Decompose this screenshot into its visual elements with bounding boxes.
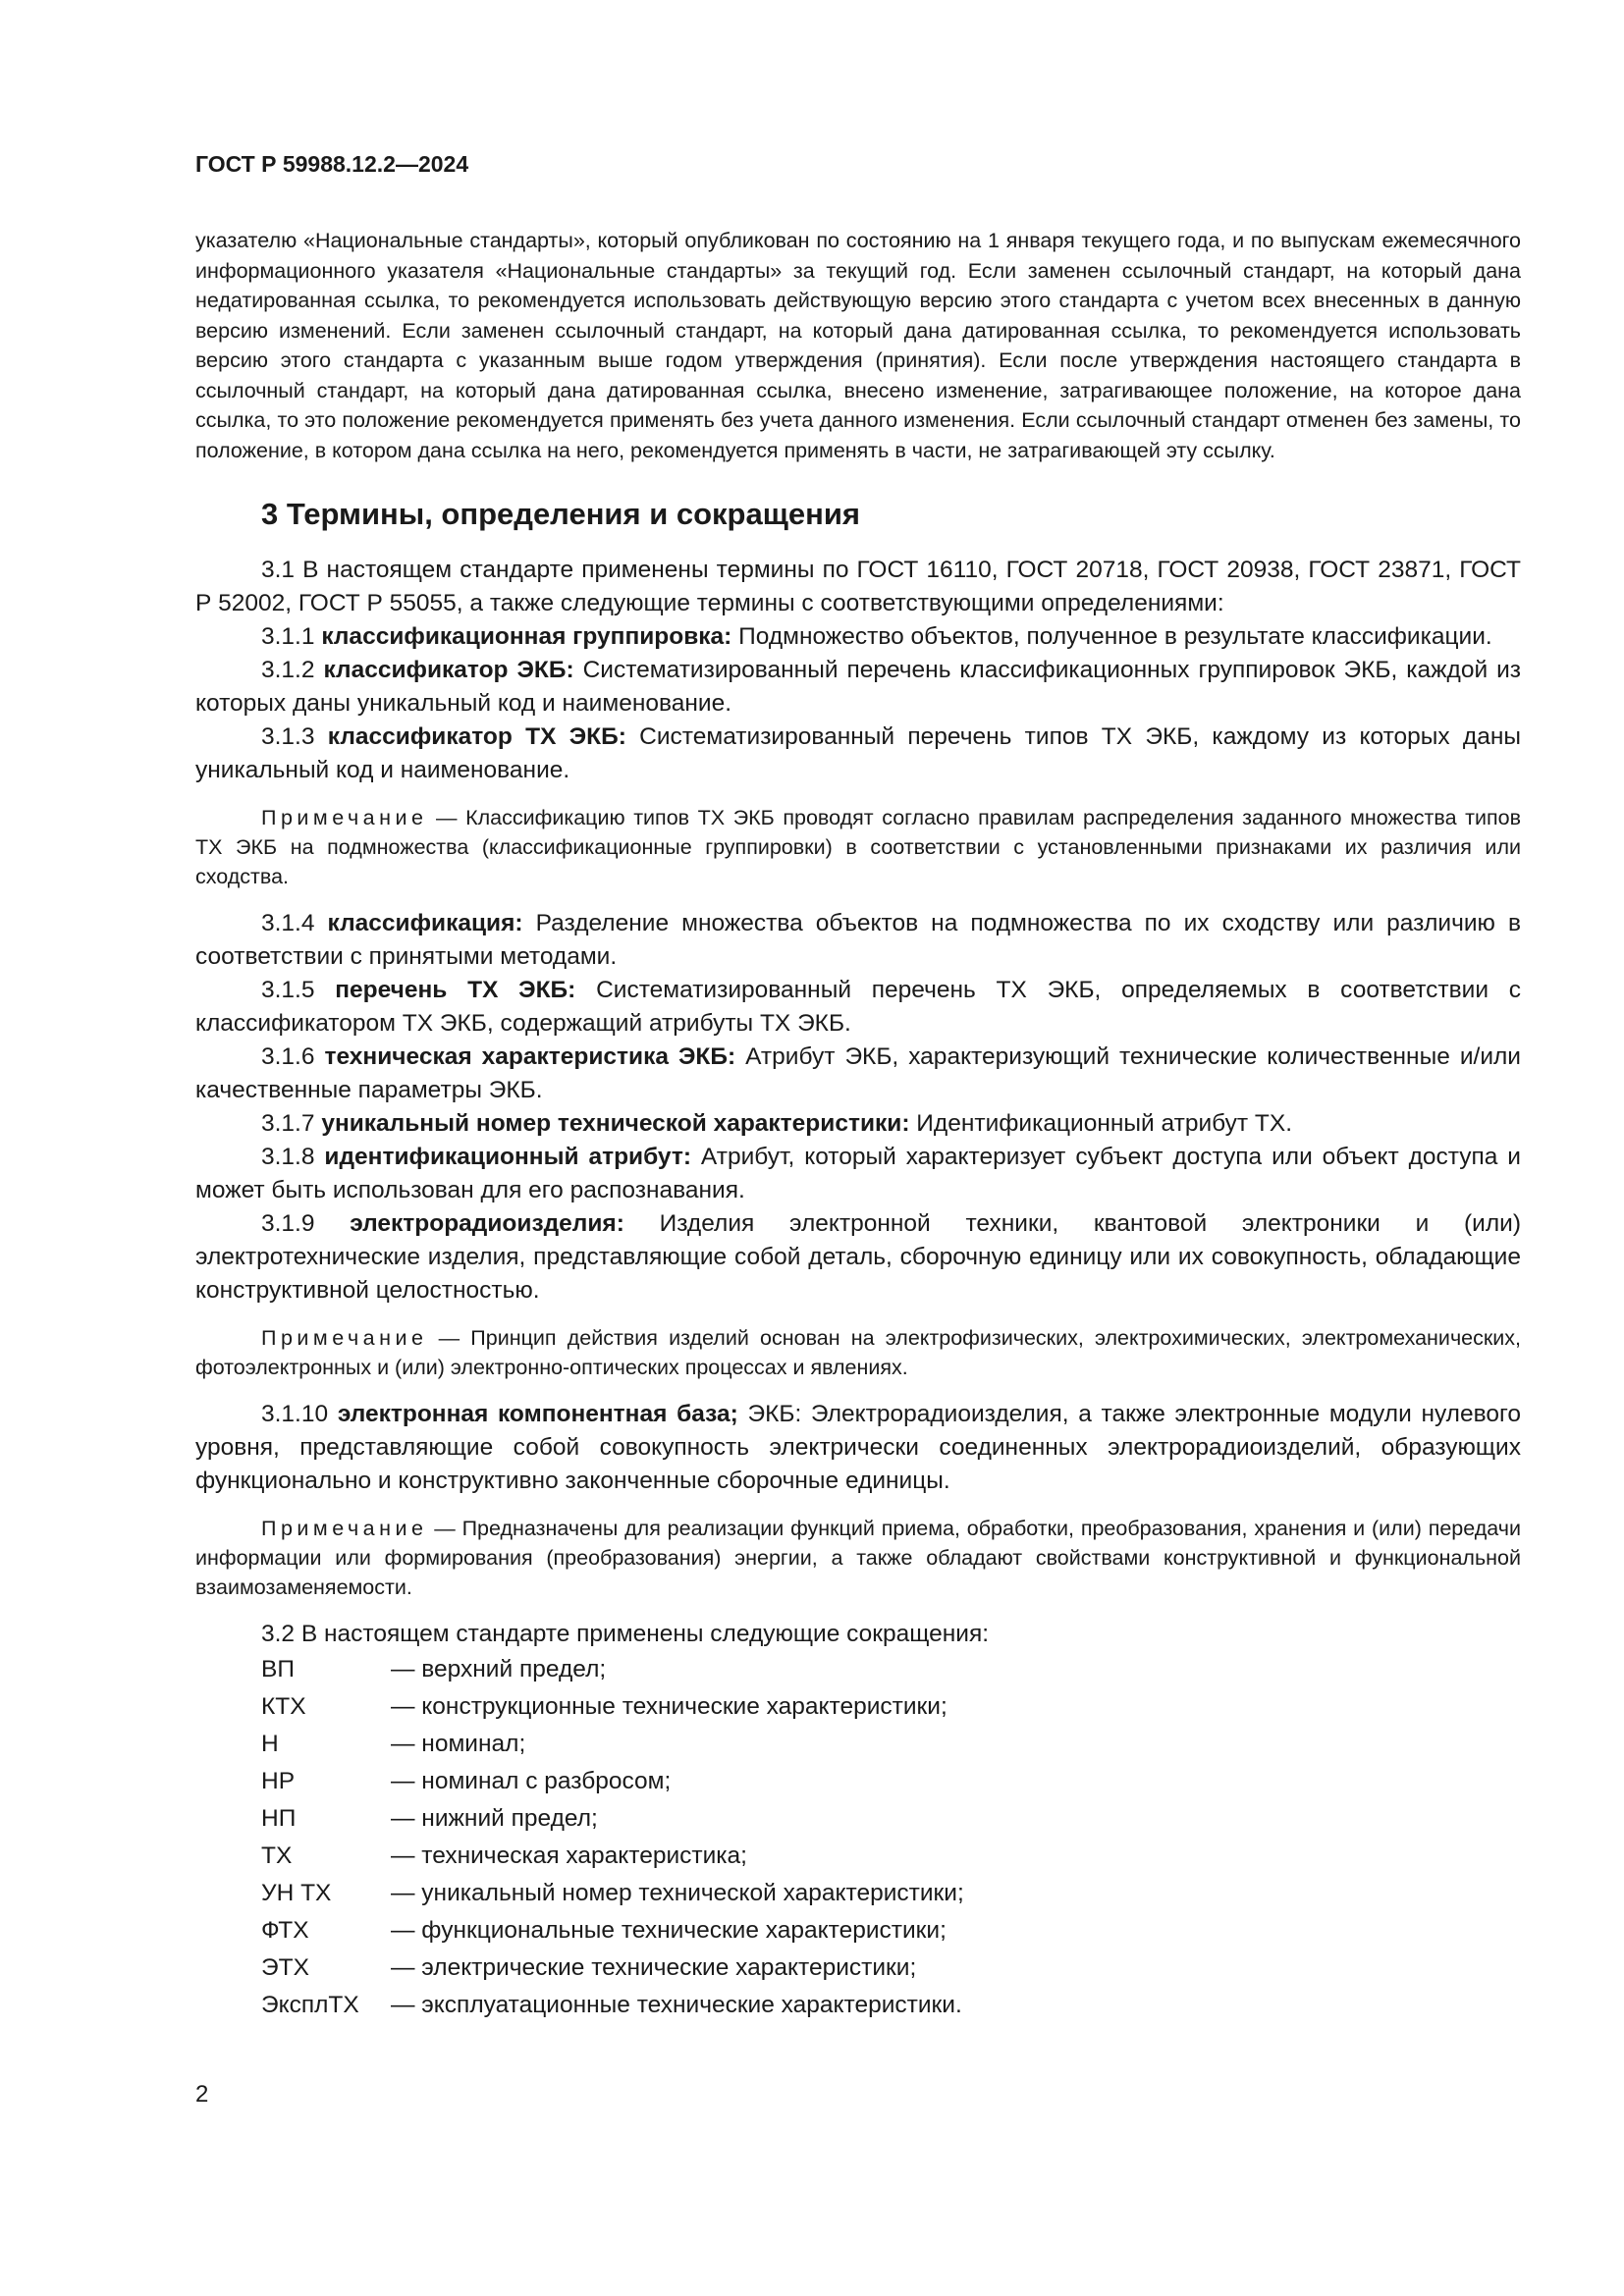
term-definition: Изделия электронной техники, квантовой электроники и (или) электротехнические изделия, представляющие собой деталь, сборочную единицу или их совокупность, обладающие конструктивной целостностью. bbox=[195, 1210, 1521, 1304]
page-number: 2 bbox=[195, 2081, 209, 2108]
abbreviation-code: ВП bbox=[261, 1656, 295, 1682]
term-definition: Атрибут ЭКБ, характеризующий технические количественные и/или качественные параметры ЭКБ. bbox=[195, 1043, 1521, 1103]
abbreviation-code: Н bbox=[261, 1731, 279, 1757]
intro-paragraph: указателю «Национальные стандарты», который опубликован по состоянию на 1 января текущего года, и по выпускам ежемесячного информационного указателя «Национальные стандарты» за текущий год. Если заменен ссылочный стандарт, на который дана недатированная ссылка, то рекомендуется использовать действующую версию этого стандарта с учетом всех внесенных в данную версию изменений. Если заменен ссылочный стандарт, на который дана датированная ссылка, то рекомендуется использовать версию этого стандарта с указанным выше годом утверждения (принятия). Если после утверждения настоящего стандарта в ссылочный стандарт, на который дана датированная ссылка, внесено изменение, затрагивающее положение, на которое дана ссылка, то это положение рекомендуется применять без учета данного изменения. Если ссылочный стандарт отменен без замены, то положение, в котором дана ссылка на него, рекомендуется применять в части, не затрагивающей эту ссылку. bbox=[195, 229, 1521, 462]
abbreviation-item bbox=[195, 1800, 1521, 1838]
term-3-1-3 bbox=[195, 721, 1521, 787]
term-name: уникальный номер технической характеристики: bbox=[321, 1110, 910, 1137]
note-3 bbox=[195, 1514, 1521, 1602]
term-name: классификационная группировка: bbox=[321, 623, 732, 650]
paragraph-3-2: 3.2 В настоящем стандарте применены следующие сокращения: bbox=[261, 1621, 990, 1647]
term-name: классификация: bbox=[327, 910, 523, 936]
term-name: перечень ТХ ЭКБ: bbox=[335, 977, 576, 1003]
term-3-1-4 bbox=[195, 907, 1521, 974]
abbreviation-code: ФТХ bbox=[261, 1917, 309, 1944]
note-label: Примечание bbox=[261, 1326, 428, 1350]
note-label: Примечание bbox=[261, 806, 428, 829]
term-3-1-6 bbox=[195, 1041, 1521, 1107]
abbreviation-text: — техническая характеристика; bbox=[391, 1842, 747, 1869]
abbreviation-item bbox=[195, 1726, 1521, 1763]
note-label: Примечание bbox=[261, 1517, 428, 1540]
term-number: 3.1.3 bbox=[261, 723, 328, 750]
note-1 bbox=[195, 803, 1521, 891]
abbreviation-text: — эксплуатационные технические характеристики. bbox=[391, 1992, 962, 2018]
abbreviation-text: — функциональные технические характеристики; bbox=[391, 1917, 947, 1944]
note-text: — Предназначены для реализации функций приема, обработки, преобразования, хранения и (или) передачи информации или формирования (преобразования) энергии, а также обладают свойствами конструктивной и функциональной взаимозаменяемости. bbox=[195, 1517, 1521, 1599]
term-number: 3.1.6 bbox=[261, 1043, 325, 1070]
abbreviation-item bbox=[195, 1875, 1521, 1912]
abbreviation-code: ТХ bbox=[261, 1842, 293, 1869]
term-number: 3.1.1 bbox=[261, 623, 322, 650]
term-number: 3.1.7 bbox=[261, 1110, 322, 1137]
term-definition: Систематизированный перечень ТХ ЭКБ, определяемых в соответствии с классификатором ТХ ЭКБ, содержащий атрибуты ТХ ЭКБ. bbox=[195, 977, 1521, 1037]
abbreviation-text: — номинал с разбросом; bbox=[391, 1768, 672, 1794]
abbreviation-code: КТХ bbox=[261, 1693, 306, 1720]
abbreviation-item bbox=[195, 1763, 1521, 1800]
abbreviation-text: — конструкционные технические характеристики; bbox=[391, 1693, 947, 1720]
term-number: 3.1.10 bbox=[261, 1401, 338, 1427]
term-definition: Систематизированный перечень типов ТХ ЭКБ, каждому из которых даны уникальный код и наименование. bbox=[195, 723, 1521, 783]
page-content bbox=[195, 226, 1521, 2024]
term-number: 3.1.9 bbox=[261, 1210, 351, 1237]
abbreviation-code: УН ТХ bbox=[261, 1880, 332, 1906]
term-definition: Разделение множества объектов на подмножества по их сходству или различию в соответствии с принятыми методами. bbox=[195, 910, 1521, 970]
term-name: классификатор ТХ ЭКБ: bbox=[327, 723, 626, 750]
term-3-1-8 bbox=[195, 1141, 1521, 1207]
term-number: 3.1.5 bbox=[261, 977, 336, 1003]
term-number: 3.1.8 bbox=[261, 1144, 325, 1170]
term-3-1-7 bbox=[195, 1107, 1521, 1141]
term-3-1-9 bbox=[195, 1207, 1521, 1308]
term-name: классификатор ЭКБ: bbox=[323, 657, 574, 683]
abbreviation-item bbox=[195, 1651, 1521, 1688]
term-definition: Атрибут, который характеризует субъект доступа или объект доступа и может быть использован для его распознавания. bbox=[195, 1144, 1521, 1203]
note-text: — Принцип действия изделий основан на электрофизических, электрохимических, электромеханических, фотоэлектронных и (или) электронно-оптических процессах и явлениях. bbox=[195, 1326, 1521, 1379]
term-definition: Систематизированный перечень классификационных группировок ЭКБ, каждой из которых даны уникальный код и наименование. bbox=[195, 657, 1521, 717]
abbreviation-text: — уникальный номер технической характеристики; bbox=[391, 1880, 964, 1906]
term-3-1-10 bbox=[195, 1398, 1521, 1498]
term-name: электрорадиоизделия: bbox=[350, 1210, 624, 1237]
abbreviation-text: — верхний предел; bbox=[391, 1656, 607, 1682]
abbreviation-code: ЭТХ bbox=[261, 1954, 309, 1981]
term-definition: Идентификационный атрибут ТХ. bbox=[909, 1110, 1293, 1137]
note-text: — Классификацию типов ТХ ЭКБ проводят согласно правилам распределения заданного множества типов ТХ ЭКБ на подмножества (классификационные группировки) в соответствии с установленными признаками их различия или сходства. bbox=[195, 806, 1521, 888]
abbreviation-text: — нижний предел; bbox=[391, 1805, 598, 1832]
abbreviations-list bbox=[195, 1651, 1521, 2024]
term-name: техническая характеристика ЭКБ: bbox=[324, 1043, 736, 1070]
paragraph-3-1: 3.1 В настоящем стандарте применены термины по ГОСТ 16110, ГОСТ 20718, ГОСТ 20938, ГОСТ 23871, ГОСТ Р 52002, ГОСТ Р 55055, а также следующие термины с соответствующими определениями: bbox=[195, 557, 1521, 616]
abbreviation-item bbox=[195, 1912, 1521, 1949]
abbreviation-item bbox=[195, 1949, 1521, 1987]
abbreviation-code: НР bbox=[261, 1768, 296, 1794]
term-definition: Подмножество объектов, полученное в результате классификации. bbox=[731, 623, 1492, 650]
term-number: 3.1.2 bbox=[261, 657, 324, 683]
term-number: 3.1.4 bbox=[261, 910, 328, 936]
note-2 bbox=[195, 1323, 1521, 1382]
term-3-1-2 bbox=[195, 654, 1521, 721]
abbreviation-item bbox=[195, 1838, 1521, 1875]
term-definition: ЭКБ: Электрорадиоизделия, а также электронные модули нулевого уровня, представляющие собой совокупность электрически соединенных электрорадиоизделий, образующих функционально и конструктивно законченные сборочные единицы. bbox=[195, 1401, 1521, 1494]
abbreviation-code: ЭксплТХ bbox=[261, 1992, 359, 2018]
term-name: идентификационный атрибут: bbox=[324, 1144, 692, 1170]
abbreviation-item bbox=[195, 1688, 1521, 1726]
term-3-1-1 bbox=[195, 620, 1521, 654]
abbreviation-text: — электрические технические характеристики; bbox=[391, 1954, 917, 1981]
term-3-1-5 bbox=[195, 974, 1521, 1041]
abbreviation-item bbox=[195, 1987, 1521, 2024]
abbreviation-text: — номинал; bbox=[391, 1731, 526, 1757]
term-name: электронная компонентная база; bbox=[337, 1401, 738, 1427]
section-title: 3 Термины, определения и сокращения bbox=[261, 497, 860, 531]
abbreviation-code: НП bbox=[261, 1805, 297, 1832]
document-header: ГОСТ Р 59988.12.2—2024 bbox=[195, 151, 469, 177]
